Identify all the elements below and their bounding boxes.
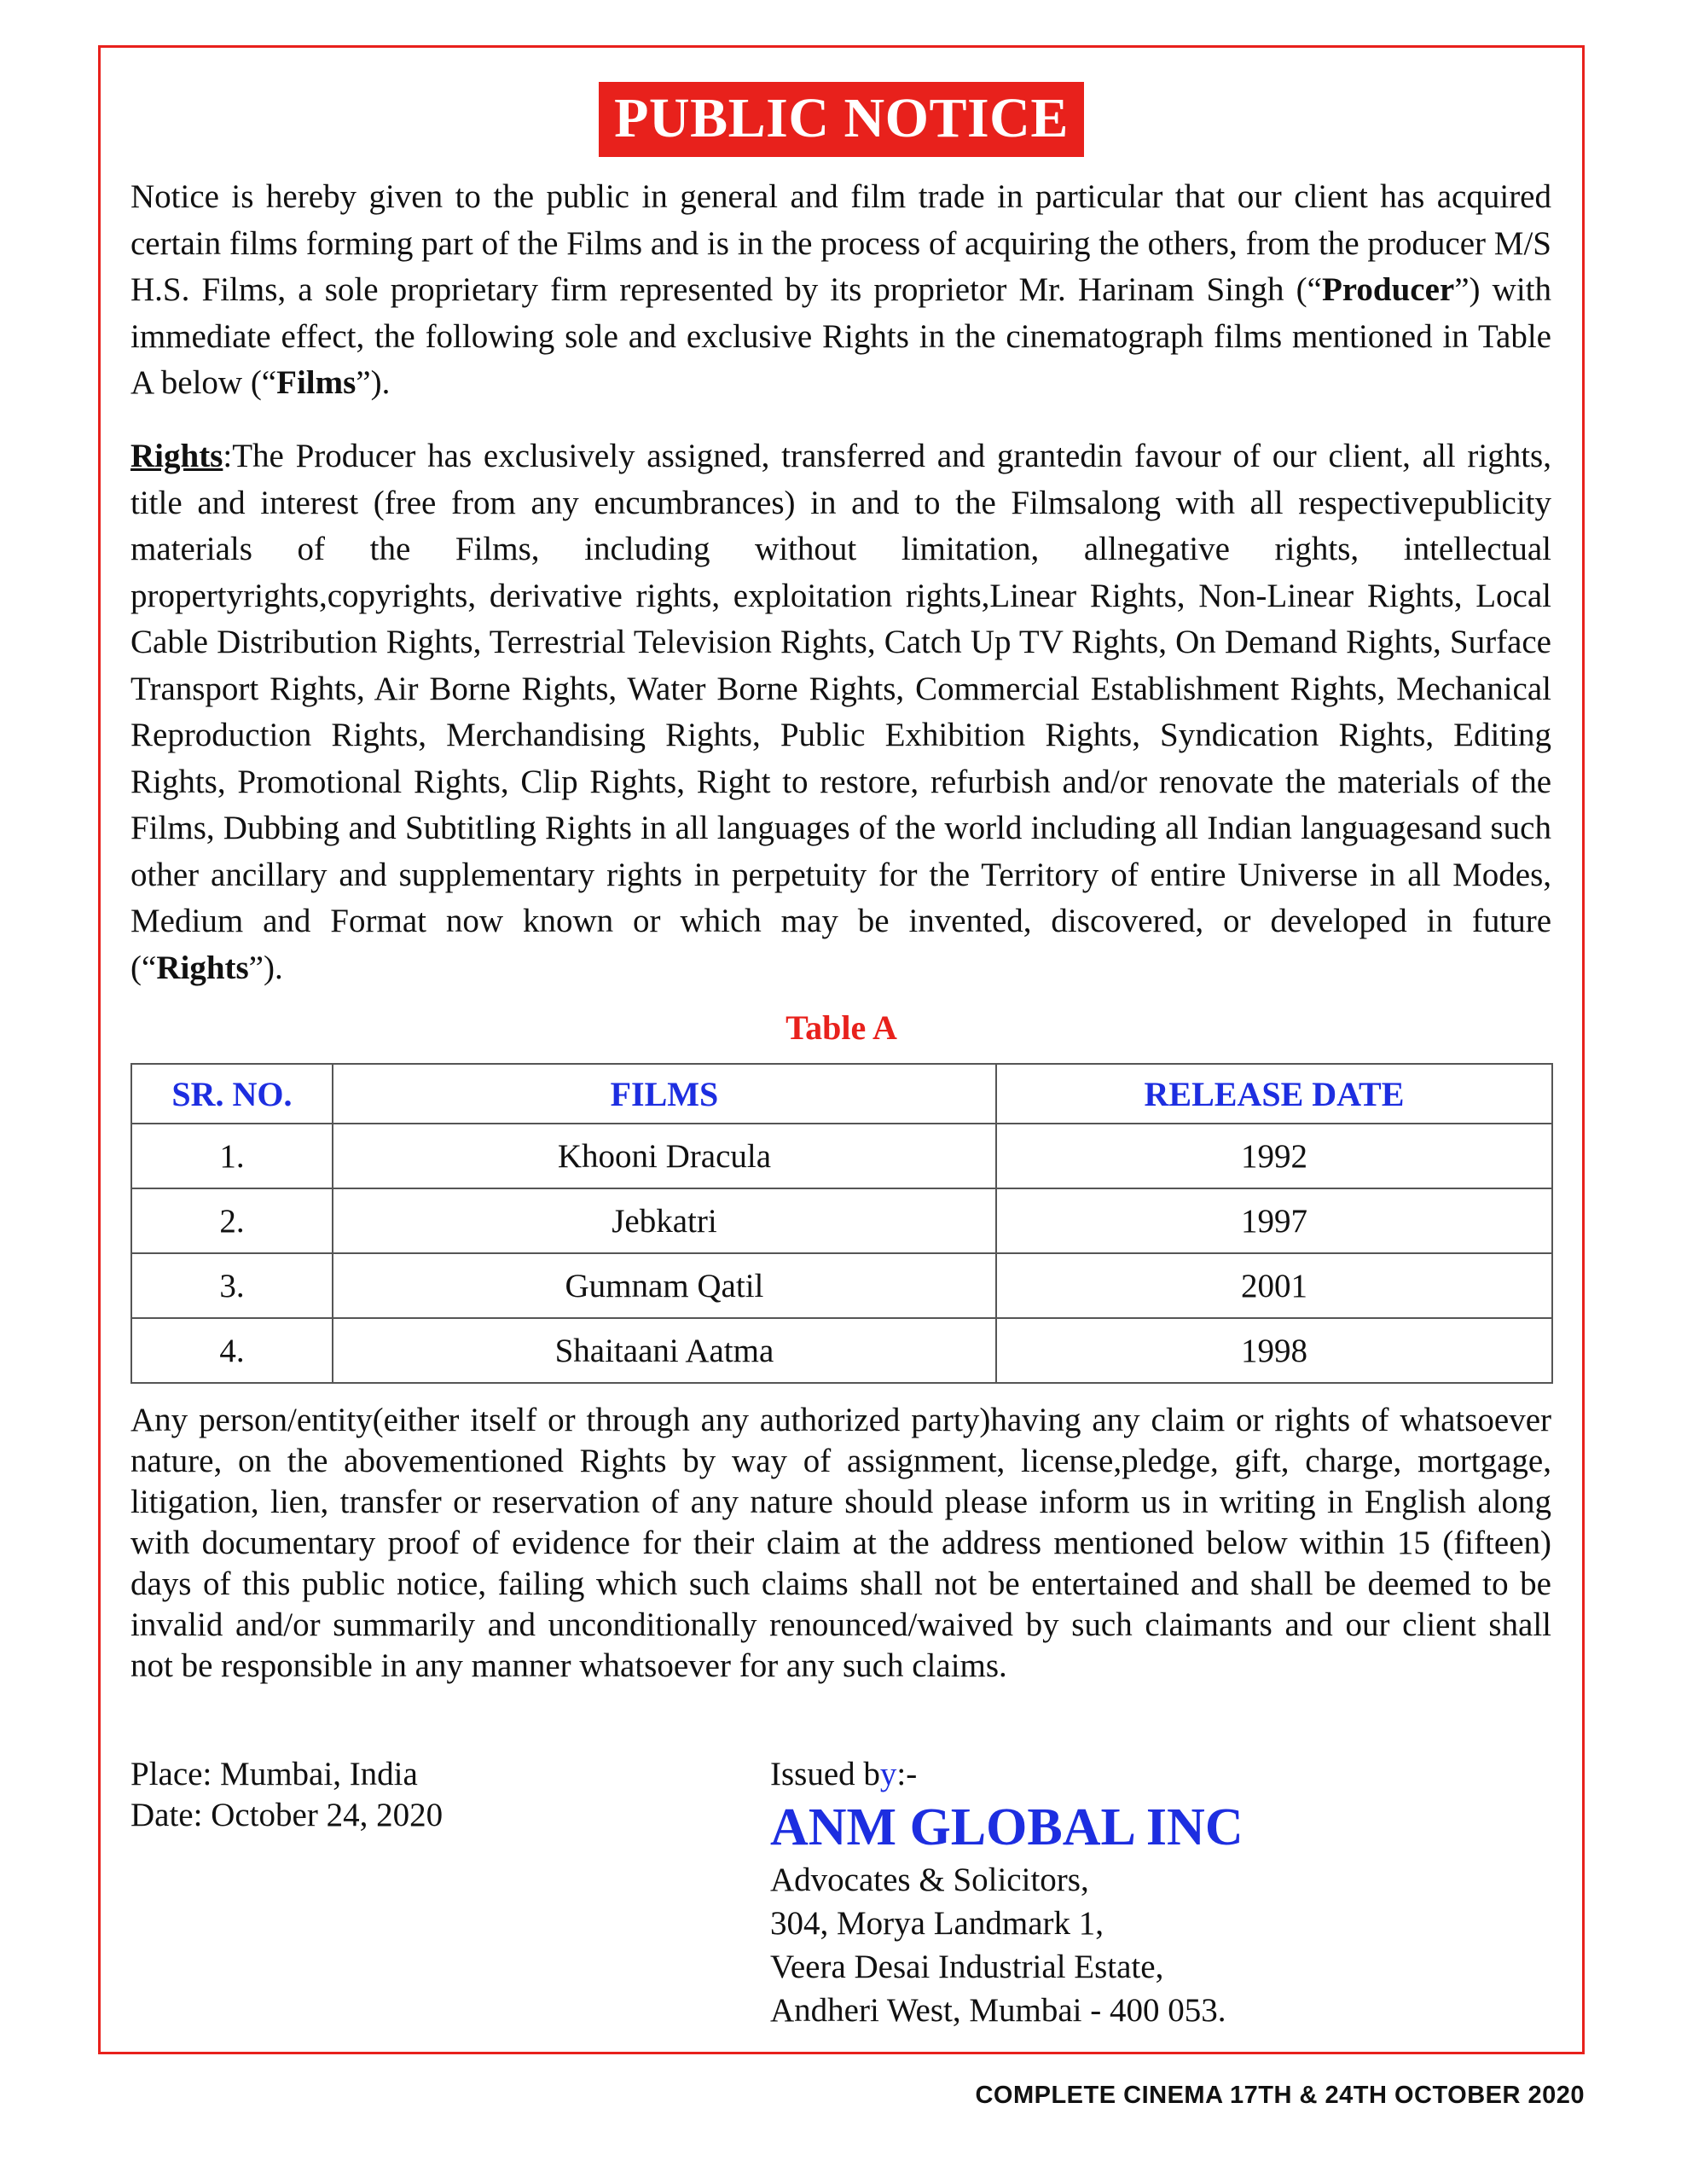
firm-name: ANM GLOBAL INC	[770, 1798, 1244, 1856]
address-line: 304, Morya Landmark 1,	[770, 1905, 1104, 1942]
header-sr-no: SR. NO.	[131, 1064, 333, 1124]
notice-title: PUBLIC NOTICE	[599, 82, 1084, 157]
intro-producer-term: Producer	[1321, 271, 1455, 308]
place-date-block	[130, 1754, 443, 1836]
issuer-block	[770, 1754, 1244, 2032]
intro-text-a: Notice is hereby given to the public in general and film trade in particular that our client has acquired certain films forming part of the Films and is in the process of acquiring the others, from the producer M/S H.S. Films, a sole proprietary firm represented by its proprietor Mr. Harinam Singh (“	[130, 178, 1551, 308]
intro-text-d: ”).	[356, 364, 391, 401]
table-row	[131, 1188, 1552, 1253]
cell-film: Gumnam Qatil	[333, 1253, 996, 1318]
cell-film: Shaitaani Aatma	[333, 1318, 996, 1383]
cell-film: Jebkatri	[333, 1188, 996, 1253]
title-wrap	[101, 82, 1582, 157]
table-header-row	[131, 1064, 1552, 1124]
table-row	[131, 1318, 1552, 1383]
table-title: Table A	[786, 1008, 897, 1047]
header-films: FILMS	[333, 1064, 996, 1124]
cell-release-date: 1992	[996, 1124, 1552, 1188]
cell-film: Khooni Dracula	[333, 1124, 996, 1188]
address-line: Andheri West, Mumbai - 400 053.	[770, 1992, 1226, 2029]
rights-heading: Rights	[130, 438, 223, 474]
cell-sr-no: 4.	[131, 1318, 333, 1383]
cell-sr-no: 3.	[131, 1253, 333, 1318]
publication-footer: COMPLETE CINEMA 17TH & 24TH OCTOBER 2020	[975, 2082, 1585, 2109]
intro-text-c: ”) with immediate effect, the following sole and exclusive Rights in the cinematograph films mentioned in Table A below (“	[130, 271, 1551, 401]
cell-release-date: 1997	[996, 1188, 1552, 1253]
films-table	[130, 1063, 1553, 1384]
cell-release-date: 2001	[996, 1253, 1552, 1318]
cell-sr-no: 1.	[131, 1124, 333, 1188]
rights-term: Rights	[156, 949, 249, 986]
claims-paragraph: Any person/entity(either itself or through any authorized party)having any claim or rights of whatsoever nature, on the abovementioned Rights by way of assignment, license,pledge, gift, charge, mortgage, litigation, lien, transfer or reservation of any nature should please inform us in writing in English along with documentary proof of evidence for their claim at the address mentioned below within 15 (fifteen) days of this public notice, failing which such claims shall not be entertained and shall be deemed to be invalid and/or summarily and unconditionally renounced/waived by such claimants and our client shall not be responsible in any manner whatsoever for any such claims.	[130, 1402, 1551, 1684]
address-line: Veera Desai Industrial Estate,	[770, 1949, 1164, 1985]
rights-text-end: ”).	[248, 949, 283, 986]
issued-by-y: y	[879, 1756, 897, 1792]
issued-by-text: Issued b	[770, 1756, 880, 1792]
cell-release-date: 1998	[996, 1318, 1552, 1383]
issued-by-colon: :-	[896, 1756, 918, 1792]
issued-by-label	[770, 1754, 1244, 1795]
rights-paragraph	[130, 433, 1551, 991]
place-line: Place: Mumbai, India	[130, 1756, 418, 1792]
table-row	[131, 1124, 1552, 1188]
rights-text: :The Producer has exclusively assigned, transferred and grantedin favour of our client, all rights, title and interest (free from any encumbrances) in and to the Filmsalong with all respectivepublicity materials of the Films, including without limitation, allnegative rights, intellectual propertyrights,copyrights, derivative rights, exploitation rights,Linear Rights, Non-Linear Rights, Local Cable Distribution Rights, Terrestrial Television Rights, Catch Up TV Rights, On Demand Rights, Surface Transport Rights, Air Borne Rights, Water Borne Rights, Commercial Establishment Rights, Mechanical Reproduction Rights, Merchandising Rights, Public Exhibition Rights, Syndication Rights, Editing Rights, Promotional Rights, Clip Rights, Right to restore, refurbish and/or renovate the materials of the Films, Dubbing and Subtitling Rights in all languages of the world including all Indian languagesand such other ancillary and supplementary rights in perpetuity for the Territory of entire Universe in all Modes, Medium and Format now known or which may be invented, discovered, or developed in future (“	[130, 438, 1551, 986]
notice-border	[98, 45, 1585, 2054]
intro-paragraph	[130, 174, 1551, 407]
intro-films-term: Films	[276, 364, 357, 401]
header-release-date: RELEASE DATE	[996, 1064, 1552, 1124]
cell-sr-no: 2.	[131, 1188, 333, 1253]
date-line: Date: October 24, 2020	[130, 1797, 443, 1833]
table-row	[131, 1253, 1552, 1318]
address-line: Advocates & Solicitors,	[770, 1862, 1089, 1898]
